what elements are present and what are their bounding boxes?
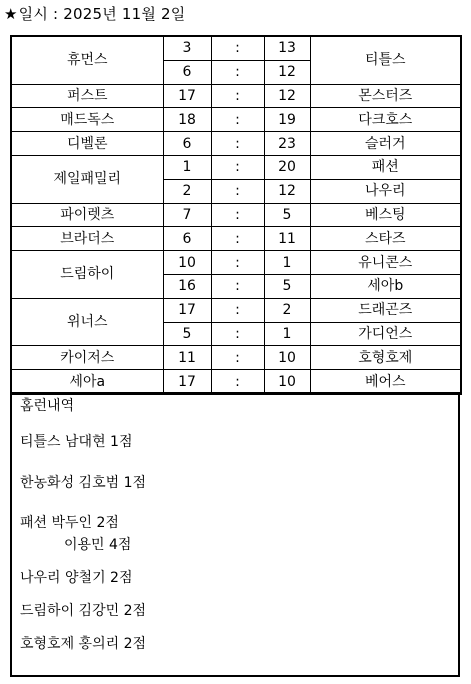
note-line: 드림하이 김강민 2점 [20,603,146,619]
colon-cell: : [211,251,264,275]
away-score-cell: 12 [264,60,310,84]
away-team-cell: 스타즈 [310,227,461,251]
colon-cell: : [211,179,264,203]
home-score-cell: 11 [163,346,211,370]
away-team-cell: 베스팅 [310,203,461,227]
table-row [11,227,461,251]
note-line: 이용민 4점 [64,537,132,553]
home-score-cell: 1 [163,155,211,179]
note-line: 호형호제 홍의리 2점 [20,636,146,652]
away-score-cell: 2 [264,298,310,322]
home-team-cell: 세아a [11,370,163,394]
home-team-cell: 제일패밀리 [11,155,163,203]
away-team-cell: 세아b [310,274,461,298]
table-row [11,370,461,394]
away-score-cell: 5 [264,274,310,298]
away-score-cell: 12 [264,84,310,108]
home-team-cell: 퍼스트 [11,84,163,108]
away-team-cell: 다크호스 [310,108,461,132]
away-score-cell: 1 [264,322,310,346]
home-score-cell: 5 [163,322,211,346]
date-text: 일시 : 2025년 11월 2일 [18,5,186,23]
table-row [11,346,461,370]
home-score-cell: 17 [163,84,211,108]
colon-cell: : [211,155,264,179]
table-row [11,155,461,179]
colon-cell: : [211,84,264,108]
note-line: 나우리 양철기 2점 [20,570,133,586]
colon-cell: : [211,370,264,394]
colon-cell: : [211,60,264,84]
home-team-cell: 카이저스 [11,346,163,370]
away-score-cell: 10 [264,346,310,370]
table-row [11,298,461,322]
away-team-cell: 몬스터즈 [310,84,461,108]
home-score-cell: 3 [163,36,211,60]
away-team-cell: 드래곤즈 [310,298,461,322]
home-score-cell: 17 [163,298,211,322]
away-team-cell: 슬러거 [310,132,461,156]
home-score-cell: 18 [163,108,211,132]
colon-cell: : [211,36,264,60]
away-team-cell: 가디언스 [310,322,461,346]
home-score-cell: 17 [163,370,211,394]
home-team-cell: 브라더스 [11,227,163,251]
away-score-cell: 13 [264,36,310,60]
table-row [11,251,461,275]
away-team-cell: 베어스 [310,370,461,394]
colon-cell: : [211,346,264,370]
away-score-cell: 12 [264,179,310,203]
colon-cell: : [211,322,264,346]
colon-cell: : [211,227,264,251]
table-row [11,84,461,108]
colon-cell: : [211,274,264,298]
home-team-cell: 휴먼스 [11,36,163,84]
star-icon: ★ [4,5,18,23]
away-score-cell: 20 [264,155,310,179]
score-table [10,35,462,395]
table-row [11,108,461,132]
home-score-cell: 7 [163,203,211,227]
home-team-cell: 위너스 [11,298,163,346]
homerun-notes [10,392,460,677]
colon-cell: : [211,108,264,132]
away-team-cell: 패션 [310,155,461,179]
table-row [11,203,461,227]
colon-cell: : [211,132,264,156]
away-score-cell: 19 [264,108,310,132]
note-line: 한농화성 김호범 1점 [20,475,146,491]
home-score-cell: 2 [163,179,211,203]
note-line: 티틀스 남대현 1점 [20,434,133,450]
table-row [11,36,461,60]
away-team-cell: 티틀스 [310,36,461,84]
home-score-cell: 6 [163,227,211,251]
home-team-cell: 디벨론 [11,132,163,156]
home-score-cell: 6 [163,132,211,156]
away-score-cell: 11 [264,227,310,251]
note-line: 패션 박두인 2점 [20,515,119,531]
colon-cell: : [211,203,264,227]
home-team-cell: 드림하이 [11,251,163,299]
away-score-cell: 1 [264,251,310,275]
away-team-cell: 나우리 [310,179,461,203]
away-score-cell: 10 [264,370,310,394]
home-score-cell: 10 [163,251,211,275]
home-score-cell: 16 [163,274,211,298]
home-score-cell: 6 [163,60,211,84]
table-row [11,132,461,156]
home-team-cell: 파이렛츠 [11,203,163,227]
away-team-cell: 호형호제 [310,346,461,370]
date-header [4,2,185,26]
away-team-cell: 유니콘스 [310,251,461,275]
notes-title: 홈런내역 [20,398,75,414]
away-score-cell: 23 [264,132,310,156]
away-score-cell: 5 [264,203,310,227]
home-team-cell: 매드독스 [11,108,163,132]
colon-cell: : [211,298,264,322]
